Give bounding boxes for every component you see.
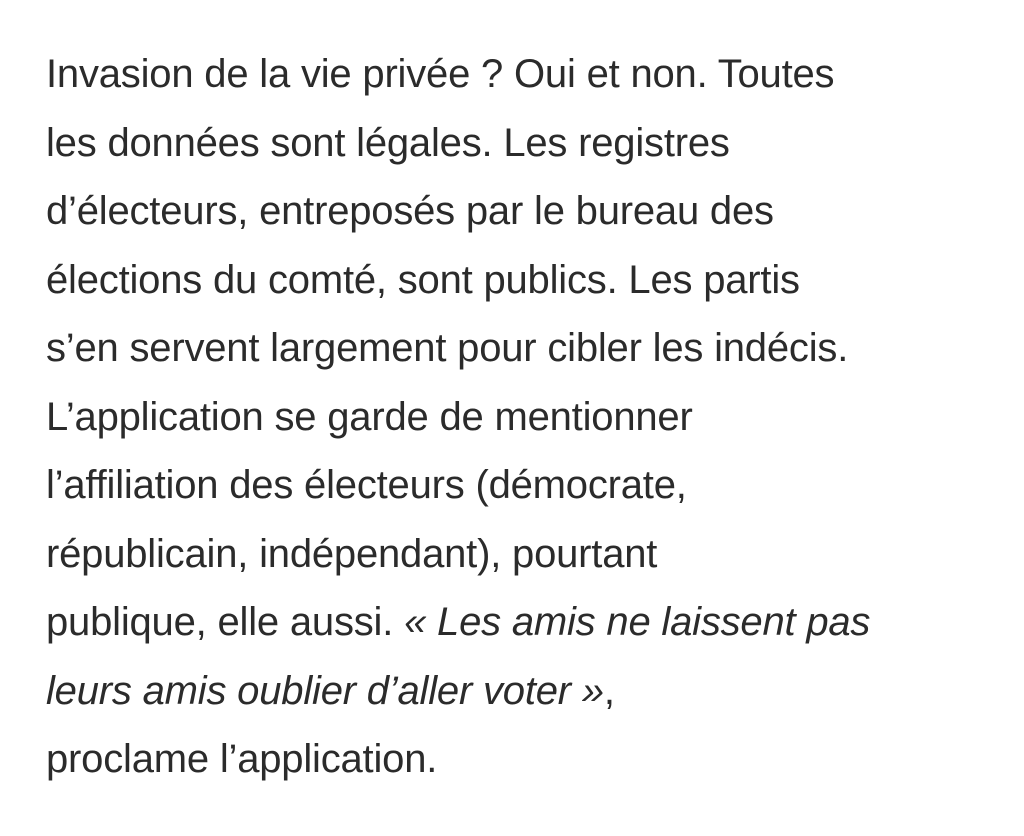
article-paragraph [46, 40, 1006, 794]
app-slogan-quote: leurs amis oublier d’aller voter » [46, 668, 604, 713]
paragraph-text: publique, elle aussi. [46, 600, 405, 644]
paragraph-line: républicain, indépendant), pourtant [46, 531, 658, 576]
paragraph-line: L’application se garde de mentionner [46, 394, 693, 439]
paragraph-line: l’affiliation des électeurs (démocrate, [46, 463, 687, 507]
paragraph-text: , [603, 668, 615, 713]
paragraph-line: les données sont légales. Les registres [46, 120, 730, 165]
app-slogan-quote: « Les amis ne laissent pas [404, 600, 871, 644]
paragraph-line [46, 588, 1006, 657]
paragraph-line: s’en servent largement pour cibler les indécis. [46, 326, 849, 370]
paragraph-line: Invasion de la vie privée ? Oui et non. Toutes [46, 52, 835, 96]
paragraph-line [46, 657, 1006, 726]
paragraph-line: d’électeurs, entreposés par le bureau des [46, 189, 774, 233]
paragraph-line: proclame l’application. [46, 737, 438, 781]
paragraph-line: élections du comté, sont publics. Les partis [46, 257, 800, 302]
